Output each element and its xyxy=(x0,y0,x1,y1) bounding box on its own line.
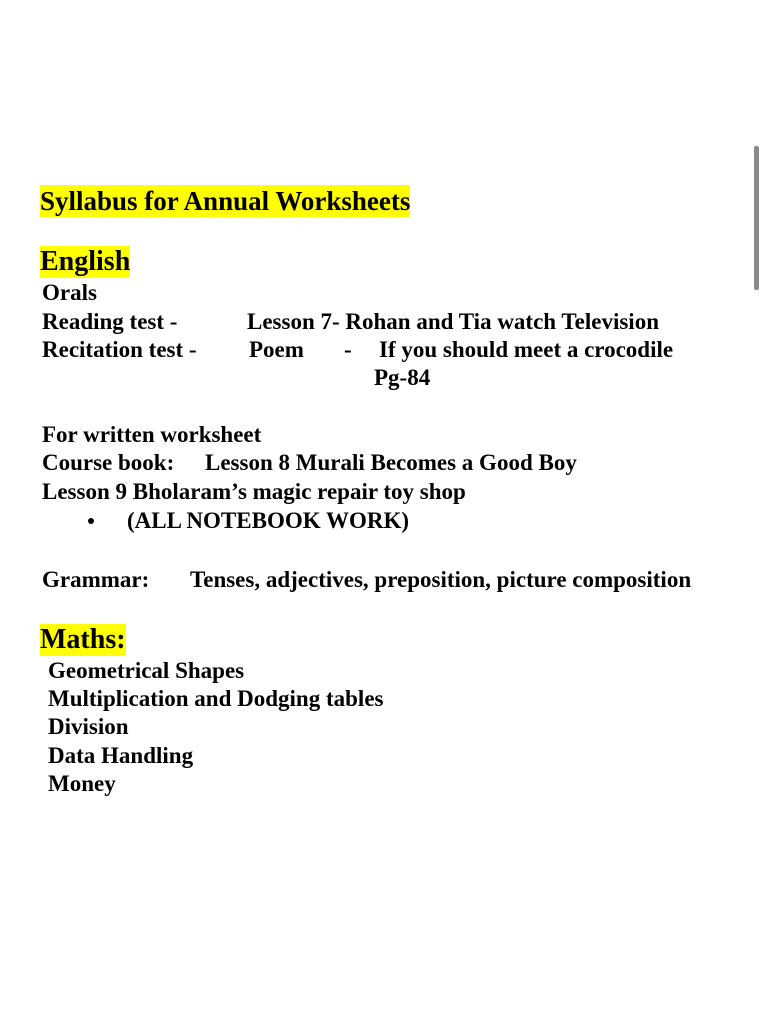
notebook-work-note: (ALL NOTEBOOK WORK) xyxy=(127,508,410,533)
recitation-poem-label: Poem xyxy=(249,337,304,362)
orals-label: Orals xyxy=(42,280,97,305)
maths-heading: Maths: xyxy=(40,624,126,655)
recitation-test-label: Recitation test - xyxy=(42,337,197,362)
grammar-value: Tenses, adjectives, preposition, picture composition xyxy=(190,567,692,592)
course-book-label: Course book: xyxy=(42,450,175,475)
document-title: Syllabus for Annual Worksheets xyxy=(40,186,411,216)
maths-topic: Division xyxy=(48,714,129,739)
written-worksheet-label: For written worksheet xyxy=(42,422,262,447)
maths-topic: Multiplication and Dodging tables xyxy=(48,686,384,711)
bullet-icon xyxy=(88,518,94,524)
english-heading: English xyxy=(40,246,131,277)
maths-topic: Data Handling xyxy=(48,743,194,768)
lesson-9: Lesson 9 Bholaram’s magic repair toy shop xyxy=(42,479,466,504)
maths-topic: Geometrical Shapes xyxy=(48,658,245,683)
recitation-value: If you should meet a crocodile xyxy=(379,337,674,362)
reading-test-label: Reading test - xyxy=(42,309,178,334)
reading-test-value: Lesson 7- Rohan and Tia watch Television xyxy=(247,309,659,334)
grammar-label: Grammar: xyxy=(42,567,150,592)
maths-topic: Money xyxy=(48,771,116,796)
scrollbar-thumb[interactable] xyxy=(754,146,759,290)
course-book-value: Lesson 8 Murali Becomes a Good Boy xyxy=(205,450,577,475)
recitation-dash: - xyxy=(344,337,352,362)
recitation-page: Pg-84 xyxy=(374,365,431,390)
